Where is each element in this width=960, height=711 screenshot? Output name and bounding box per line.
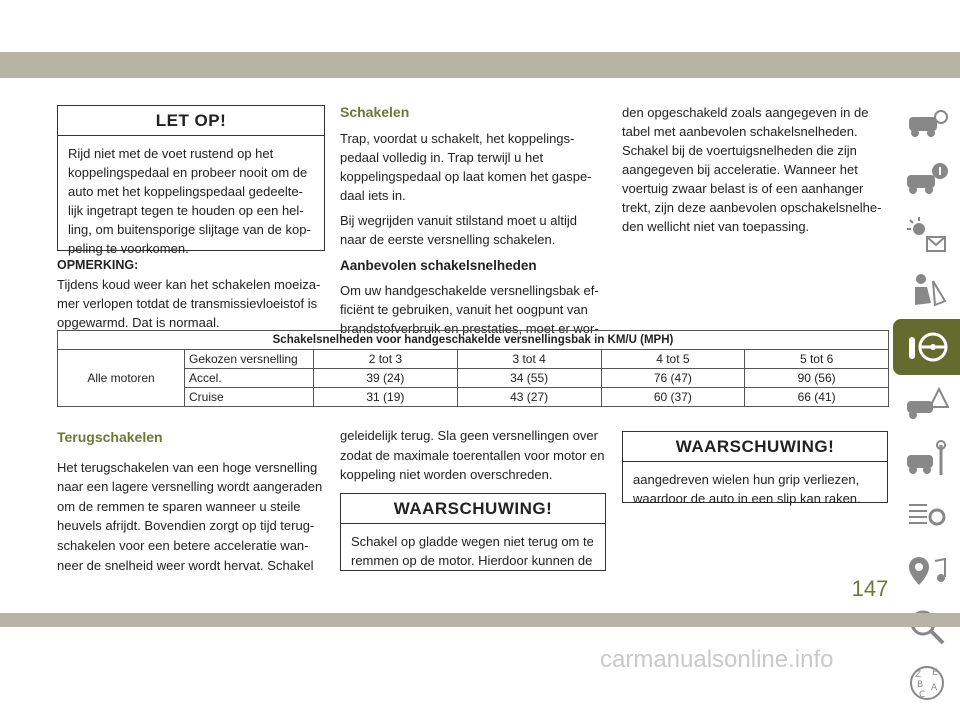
table-cell: 31 (19) bbox=[314, 388, 458, 407]
text-line: ling, om buitensporige slijtage van de kop- bbox=[68, 222, 311, 237]
car-wrench-icon bbox=[905, 439, 949, 479]
page-number: 147 bbox=[851, 576, 889, 601]
text-line: daal iets in. bbox=[340, 188, 406, 203]
text-line: waardoor de auto in een slip kan raken. bbox=[633, 491, 861, 506]
text-line: peling te voorkomen. bbox=[68, 241, 189, 256]
table-cell: 34 (55) bbox=[457, 369, 601, 388]
svg-text:B: B bbox=[916, 680, 923, 690]
text-line: lijk ingetrapt tegen te houden op een hel- bbox=[68, 203, 304, 218]
right-column bbox=[622, 103, 890, 236]
table-cell: 4 tot 5 bbox=[601, 350, 745, 369]
text-line: koppelingspedaal en probeer nooit om de bbox=[68, 165, 308, 180]
caution-box bbox=[57, 105, 325, 256]
text-line: den wellicht niet van toepassing. bbox=[622, 219, 810, 234]
tab-index[interactable] bbox=[893, 655, 960, 711]
table-cell: Accel. bbox=[185, 369, 314, 388]
warning-box bbox=[340, 493, 606, 571]
table-caption: Schakelsnelheden voor handgeschakelde versnellingsbak in KM/U (MPH) bbox=[58, 331, 889, 350]
tab-car-wrench[interactable] bbox=[893, 431, 960, 487]
text-line: Rijd niet met de voet rustend op het bbox=[68, 146, 274, 161]
watermark: carmanualsonline.info bbox=[600, 646, 834, 673]
svg-text:E: E bbox=[931, 668, 938, 678]
warning-title: WAARSCHUWING! bbox=[341, 494, 605, 524]
note-block bbox=[57, 256, 327, 332]
table-row bbox=[58, 350, 889, 369]
car-key-icon bbox=[905, 103, 949, 143]
shift-speed-table bbox=[57, 330, 889, 407]
tab-warning-car[interactable] bbox=[893, 375, 960, 431]
section-heading: Terugschakelen bbox=[57, 429, 163, 445]
warning-text bbox=[623, 462, 887, 516]
warning-triangle-car-icon bbox=[905, 383, 949, 423]
text-line: Om uw handgeschakelde versnellingsbak ef- bbox=[340, 283, 599, 298]
text-line: remmen op de motor. Hierdoor kunnen de bbox=[351, 553, 593, 568]
text-line: opgewarmd. Dat is normaal. bbox=[57, 315, 220, 330]
section-heading: Schakelen bbox=[340, 104, 410, 120]
svg-text:A: A bbox=[930, 683, 937, 693]
note-title: OPMERKING: bbox=[57, 258, 139, 272]
svg-text:Z: Z bbox=[914, 670, 921, 680]
text-line: Trap, voordat u schakelt, het koppelings- bbox=[340, 131, 575, 146]
text-line: mer verlopen totdat de transmissievloeistof is bbox=[57, 296, 318, 311]
text-line: den opgeschakeld zoals aangegeven in de bbox=[622, 105, 869, 120]
text-line: neer de snelheid weer wordt hervat. Schakel bbox=[57, 557, 314, 573]
text-line: Schakel op gladde wegen niet terug om te bbox=[351, 534, 594, 549]
table-cell: 3 tot 4 bbox=[457, 350, 601, 369]
tab-dashboard-lights[interactable] bbox=[893, 207, 960, 263]
text-line: pedaal volledig in. Trap terwijl u het bbox=[340, 150, 544, 165]
text-line: brandstofverbruik en prestaties, moet er wor- bbox=[340, 321, 599, 336]
text-line: Het terugschakelen van een hoge versnelling bbox=[57, 459, 318, 475]
specs-gear-icon bbox=[905, 495, 949, 535]
tab-car-key[interactable] bbox=[893, 95, 960, 151]
table-cell: Gekozen versnelling bbox=[185, 350, 314, 369]
caution-text bbox=[58, 136, 324, 266]
table-cell: 43 (27) bbox=[457, 388, 601, 407]
warning-text bbox=[341, 524, 605, 578]
text-line: heuvels afrijdt. Bovendien zorgt op tijd terug- bbox=[57, 518, 315, 534]
subheading: Aanbevolen schakelsnelheden bbox=[340, 258, 537, 273]
tab-media-nav[interactable] bbox=[893, 543, 960, 599]
text-line: Tijdens koud weer kan het schakelen moeiza- bbox=[57, 277, 321, 292]
dashboard-lights-icon bbox=[905, 215, 949, 255]
warning-title: WAARSCHUWING! bbox=[623, 432, 887, 462]
text-line: voertuig zwaar belast is of een aanhanger bbox=[622, 181, 864, 196]
text-line: ficiënt te gebruiken, vanuit het oogpunt van bbox=[340, 302, 588, 317]
text-line: schakelen voor een betere acceleratie wan- bbox=[57, 537, 309, 553]
table-cell: 39 (24) bbox=[314, 369, 458, 388]
text-line: geleidelijk terug. Sla geen versnellingen over bbox=[340, 428, 598, 443]
alphabet-index-icon bbox=[905, 663, 949, 703]
downshift-continued bbox=[340, 426, 606, 485]
text-line: koppelingspedaal op laat komen het gaspe- bbox=[340, 169, 592, 184]
media-nav-icon bbox=[905, 551, 949, 591]
tab-airbag-seat[interactable] bbox=[893, 263, 960, 319]
caution-title: LET OP! bbox=[58, 106, 324, 136]
table-cell: 5 tot 6 bbox=[745, 350, 889, 369]
text-line: aangegeven bij acceleratie. Wanneer het bbox=[622, 162, 858, 177]
downshift-column bbox=[57, 428, 323, 575]
table-cell: 66 (41) bbox=[745, 388, 889, 407]
warning-box bbox=[622, 431, 888, 506]
text-line: aangedreven wielen hun grip verliezen, bbox=[633, 472, 860, 487]
row-group-label: Alle motoren bbox=[58, 350, 185, 407]
car-info-icon bbox=[905, 159, 949, 199]
tab-specs[interactable] bbox=[893, 487, 960, 543]
tab-search[interactable] bbox=[893, 599, 960, 655]
svg-text:C: C bbox=[918, 690, 925, 700]
text-line: Schakel bij de voertuigsnelheden die zijn bbox=[622, 143, 857, 158]
steering-wheel-icon bbox=[905, 327, 949, 367]
text-line: auto met het koppelingspedaal gedeelte- bbox=[68, 184, 303, 199]
middle-column bbox=[340, 103, 604, 338]
text-line: tabel met aanbevolen schakelsnelheden. bbox=[622, 124, 858, 139]
table-cell: 60 (37) bbox=[601, 388, 745, 407]
table-cell: 2 tot 3 bbox=[314, 350, 458, 369]
table-cell: 76 (47) bbox=[601, 369, 745, 388]
top-band bbox=[0, 52, 960, 78]
bottom-band bbox=[0, 613, 960, 627]
text-line: om de remmen te sparen wanneer u steile bbox=[57, 498, 301, 514]
table-cell: 90 (56) bbox=[745, 369, 889, 388]
table-cell: Cruise bbox=[185, 388, 314, 407]
text-line: Bij wegrijden vanuit stilstand moet u altijd bbox=[340, 213, 578, 228]
airbag-seat-icon bbox=[905, 271, 949, 311]
text-line: trekt, zijn deze aanbevolen opschakelsnelhe- bbox=[622, 200, 882, 215]
text-line: koppeling niet worden overschreden. bbox=[340, 467, 553, 483]
table-caption-row bbox=[58, 331, 889, 350]
text-line: naar de eerste versnelling schakelen. bbox=[340, 232, 556, 247]
tab-car-info[interactable] bbox=[893, 151, 960, 207]
text-line: zodat de maximale toerentallen voor motor en bbox=[340, 447, 605, 463]
tab-steering-wheel[interactable] bbox=[893, 319, 960, 375]
text-line: naar een lagere versnelling wordt aangeraden bbox=[57, 479, 323, 495]
